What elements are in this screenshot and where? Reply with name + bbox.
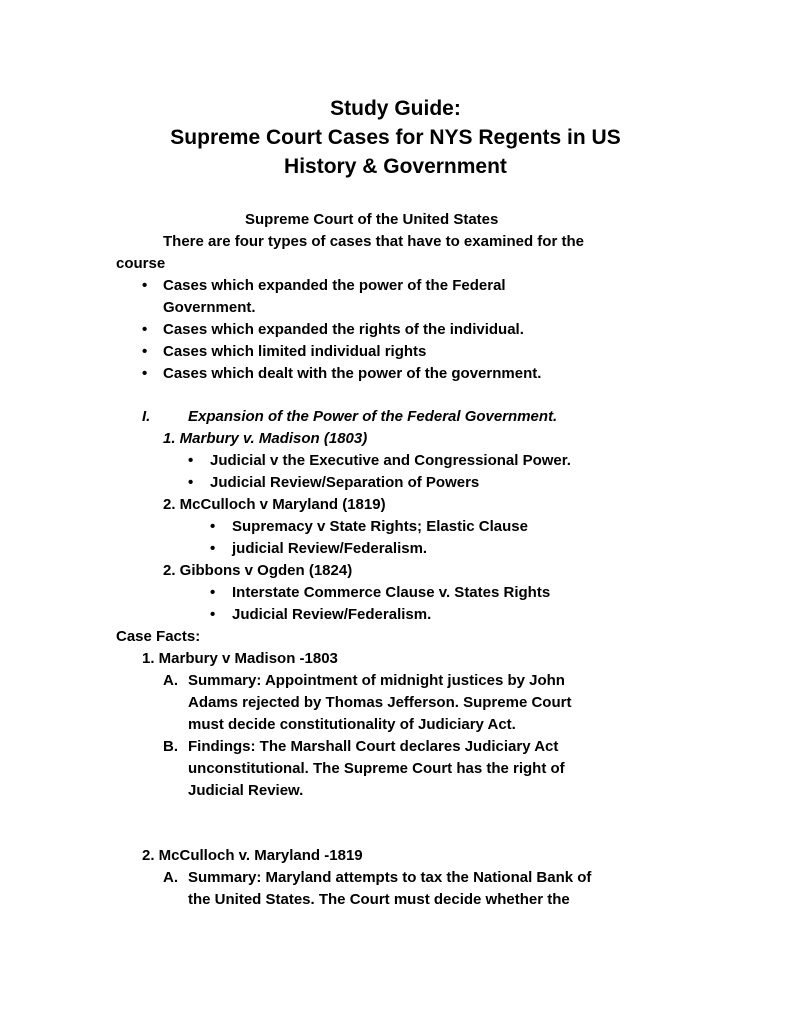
bullet-icon: • xyxy=(188,452,194,469)
bullet-icon: • xyxy=(142,321,148,338)
intro-bullet-3: Cases which limited individual rights xyxy=(163,343,427,360)
facts-case-1-b-marker: B. xyxy=(163,738,178,755)
bullet-icon: • xyxy=(142,365,148,382)
case-3-point-2: Judicial Review/Federalism. xyxy=(232,606,432,623)
bullet-icon: • xyxy=(210,518,216,535)
case-1-point-2: Judicial Review/Separation of Powers xyxy=(210,474,480,491)
case-2-label: 2. McCulloch v Maryland (1819) xyxy=(163,496,386,513)
bullet-icon: • xyxy=(210,584,216,601)
facts-case-1-b-line-3: Judicial Review. xyxy=(188,782,304,799)
intro-text-line-2: course xyxy=(116,255,166,272)
facts-case-1-a-line-3: must decide constitutionality of Judiciary Act. xyxy=(188,716,516,733)
bullet-icon: • xyxy=(142,277,148,294)
intro-bullet-2: Cases which expanded the rights of the individual. xyxy=(163,321,524,338)
intro-text-line-1: There are four types of cases that have to examined for the xyxy=(163,233,584,250)
facts-case-1-b-line-2: unconstitutional. The Supreme Court has the right of xyxy=(188,760,565,777)
title-line-1: Study Guide: xyxy=(330,97,461,120)
intro-bullet-1: Cases which expanded the power of the Federal xyxy=(163,277,506,294)
facts-case-1-label: 1. Marbury v Madison -1803 xyxy=(142,650,338,667)
case-1-point-1: Judicial v the Executive and Congressional Power. xyxy=(210,452,571,469)
bullet-icon: • xyxy=(210,606,216,623)
facts-case-2-a-line-2: the United States. The Court must decide whether the xyxy=(188,891,570,908)
facts-case-2-label: 2. McCulloch v. Maryland -1819 xyxy=(142,847,363,864)
section-numeral: I. xyxy=(142,408,151,425)
case-1-label: 1. Marbury v. Madison (1803) xyxy=(163,430,368,447)
title-line-3: History & Government xyxy=(284,155,507,178)
bullet-icon: • xyxy=(142,343,148,360)
facts-case-1-a-line-2: Adams rejected by Thomas Jefferson. Supreme Court xyxy=(188,694,572,711)
bullet-icon: • xyxy=(188,474,194,491)
facts-case-2-a-marker: A. xyxy=(163,869,178,886)
bullet-icon: • xyxy=(210,540,216,557)
case-3-point-1: Interstate Commerce Clause v. States Rights xyxy=(232,584,551,601)
facts-case-1-a-marker: A. xyxy=(163,672,178,689)
facts-case-2-a-line-1: Summary: Maryland attempts to tax the National Bank of xyxy=(188,869,592,886)
section-heading: Expansion of the Power of the Federal Government. xyxy=(188,408,558,425)
case-2-point-2: judicial Review/Federalism. xyxy=(232,540,428,557)
case-2-point-1: Supremacy v State Rights; Elastic Clause xyxy=(232,518,528,535)
intro-bullet-4: Cases which dealt with the power of the government. xyxy=(163,365,542,382)
title-line-2: Supreme Court Cases for NYS Regents in US xyxy=(170,126,621,149)
facts-case-1-b-line-1: Findings: The Marshall Court declares Judiciary Act xyxy=(188,738,559,755)
intro-bullet-1-cont: Government. xyxy=(163,299,256,316)
case-facts-heading: Case Facts: xyxy=(116,628,201,645)
case-3-label: 2. Gibbons v Ogden (1824) xyxy=(163,562,353,579)
intro-heading: Supreme Court of the United States xyxy=(245,211,499,228)
facts-case-1-a-line-1: Summary: Appointment of midnight justices by John xyxy=(188,672,565,689)
